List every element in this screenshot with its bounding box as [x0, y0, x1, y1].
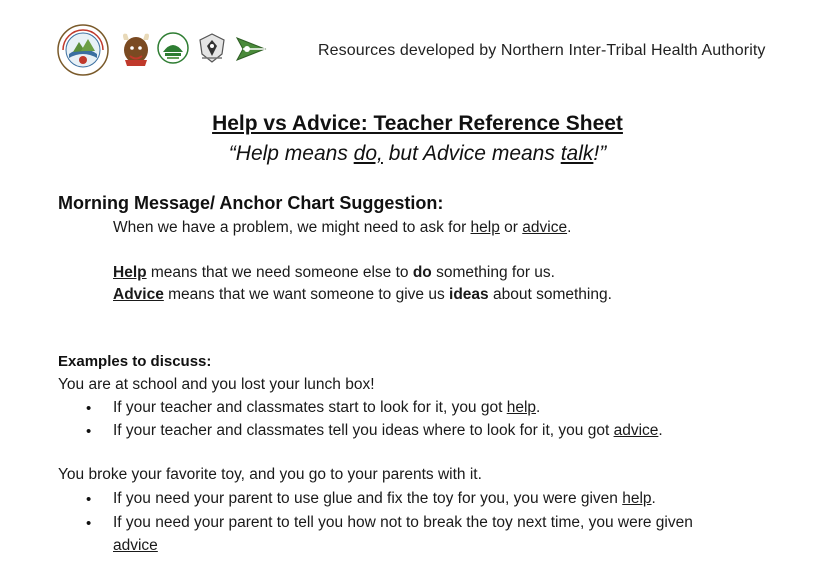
bullet-marker: •: [86, 423, 92, 440]
green-arrow-logo: [235, 34, 269, 64]
green-emblem-logo: [157, 32, 189, 64]
text-segment: If you need your parent to tell you how not to break the toy next time, you were given: [113, 514, 693, 531]
nitha-circle-logo: [57, 24, 109, 76]
advice-word: advice: [522, 219, 568, 236]
scenario-2-bullet-2: [113, 514, 693, 532]
text-segment: When we have a problem, we might need to ask for: [113, 219, 471, 236]
help-term: Help: [113, 264, 147, 281]
text-segment: means that we want someone to give us: [163, 286, 450, 303]
text-segment: about something.: [488, 286, 612, 303]
bison-mascot-logo: [121, 30, 151, 66]
subtitle-do: do,: [353, 142, 383, 165]
scenario-2-bullet-2-continued: [113, 537, 158, 555]
subtitle-talk: talk: [560, 142, 594, 165]
subtitle-part3: !”: [593, 142, 607, 165]
bullet-marker: •: [86, 400, 92, 417]
text-segment: or: [499, 219, 523, 236]
text-segment: means that we need someone else to: [146, 264, 413, 281]
subtitle-part2: but Advice means: [382, 142, 561, 165]
subtitle-part1: “Help means: [228, 142, 354, 165]
scenario-2-bullet-1: [113, 490, 656, 508]
bullet-marker: •: [86, 491, 92, 508]
answer-word: advice: [613, 422, 659, 439]
anchor-line-1: [113, 219, 571, 237]
text-segment: something for us.: [431, 264, 555, 281]
answer-word: help: [506, 399, 537, 416]
bullet-marker: •: [86, 515, 92, 532]
do-keyword: do: [412, 264, 432, 281]
text-segment: .: [536, 399, 541, 416]
examples-heading: Examples to discuss:: [58, 353, 212, 370]
page-subtitle: [0, 142, 835, 166]
grey-crest-logo: [197, 32, 227, 64]
text-segment: If your teacher and classmates start to look for it, you got: [113, 399, 507, 416]
page-title: Help vs Advice: Teacher Reference Sheet: [212, 112, 623, 135]
help-word: help: [470, 219, 500, 236]
anchor-heading: Morning Message/ Anchor Chart Suggestion:: [58, 193, 444, 213]
advice-term: Advice: [113, 286, 164, 303]
anchor-line-2: [113, 264, 555, 282]
scenario-1: You are at school and you lost your lunch box!: [58, 376, 375, 393]
anchor-line-3: [113, 286, 612, 304]
answer-word: help: [622, 490, 652, 507]
text-segment: If your teacher and classmates tell you ideas where to look for it, you got: [113, 422, 614, 439]
scenario-2: You broke your favorite toy, and you go to your parents with it.: [58, 466, 482, 483]
scenario-1-bullet-2: [113, 422, 663, 440]
text-segment: If you need your parent to use glue and fix the toy for you, you were given: [113, 490, 623, 507]
ideas-keyword: ideas: [449, 286, 489, 303]
text-segment: .: [658, 422, 663, 439]
answer-word: advice: [113, 537, 158, 554]
header-credit: Resources developed by Northern Inter-Tribal Health Authority: [318, 42, 766, 59]
text-segment: .: [651, 490, 656, 507]
text-segment: .: [567, 219, 572, 236]
scenario-1-bullet-1: [113, 399, 540, 417]
